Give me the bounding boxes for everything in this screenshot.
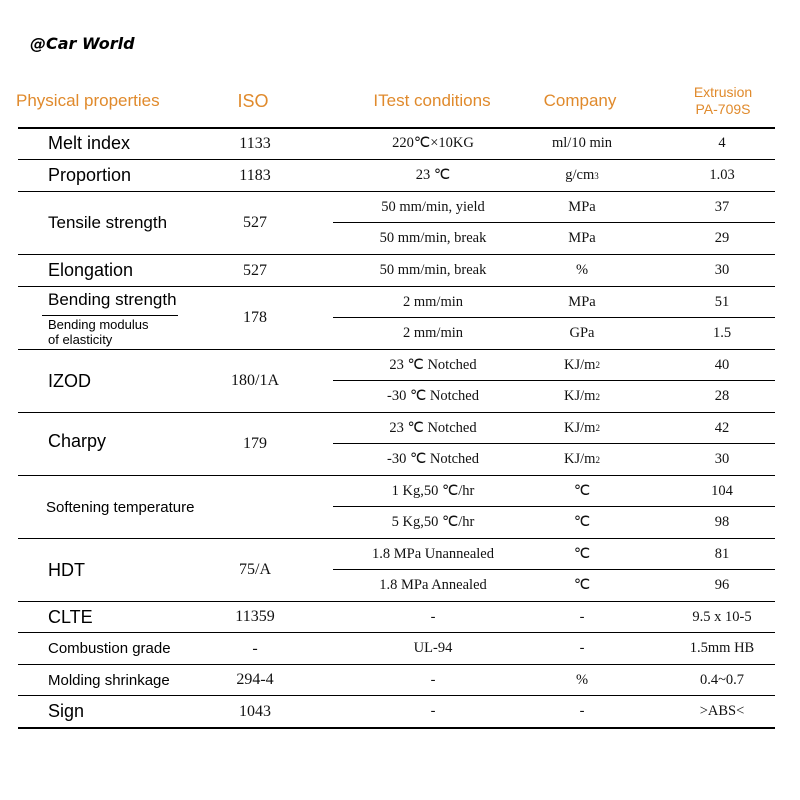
- row-elongation-value: 30: [714, 262, 730, 278]
- header-test-conditions: ITest conditions: [373, 91, 491, 110]
- row-bending-value-1: 51: [714, 293, 730, 310]
- unit-base: KJ/m: [564, 388, 596, 404]
- row-softening-value-2: 98: [714, 514, 730, 530]
- row-izod-value-1: 40: [714, 356, 730, 373]
- row-combustion-property: Combustion grade: [48, 639, 171, 657]
- row-bending-unit-1: MPa: [568, 293, 596, 310]
- row-shrinkage-iso: 294-4: [236, 671, 274, 688]
- header-iso: ISO: [237, 90, 269, 111]
- row-proportion-value: 1.03: [709, 167, 735, 183]
- row-charpy-iso: 179: [243, 435, 267, 452]
- bending-modulus-line1: Bending modulus: [48, 317, 149, 332]
- row-clte-value: 9.5 x 10-5: [692, 608, 752, 625]
- row-hdt-unit-1: ℃: [573, 545, 591, 562]
- bending-modulus-line2: of elasticity: [48, 332, 113, 347]
- row-izod-property: IZOD: [48, 370, 91, 391]
- row-tensile-unit-1: MPa: [568, 198, 596, 215]
- row-softening-value-1: 104: [711, 482, 733, 499]
- row-charpy-property: Charpy: [48, 430, 107, 451]
- row-elongation-property: Elongation: [48, 260, 134, 280]
- row-melt-index-value: 4: [718, 135, 726, 151]
- header-extrusion-line2: PA-709S: [695, 101, 751, 117]
- row-sign-property: Sign: [48, 701, 85, 721]
- row-bending-test-1: 2 mm/min: [402, 293, 464, 310]
- row-combustion-value: 1.5mm HB: [689, 640, 755, 656]
- header-extrusion: [668, 76, 778, 126]
- row-hdt-test-1: 1.8 MPa Unannealed: [371, 545, 494, 562]
- row-tensile-value-1: 37: [714, 198, 730, 215]
- row-bending-unit-2: GPa: [569, 325, 595, 341]
- row-izod-test-1: 23 ℃ Notched: [389, 356, 477, 373]
- row-clte-iso: 11359: [235, 608, 275, 625]
- row-charpy-test-1: 23 ℃ Notched: [389, 419, 477, 436]
- row-melt-index-property: Melt index: [48, 133, 131, 153]
- watermark: @Car World: [30, 34, 135, 53]
- row-sign-value: >ABS<: [699, 703, 745, 719]
- row-softening-test-2: 5 Kg,50 ℃/hr: [391, 514, 475, 530]
- row-hdt-unit-2: ℃: [573, 577, 591, 593]
- row-sign-test: -: [430, 703, 436, 719]
- unit-base: KJ/m: [564, 419, 596, 436]
- row-tensile-property: Tensile strength: [48, 213, 168, 232]
- header-company: Company: [543, 91, 617, 110]
- row-bending-value-2: 1.5: [712, 325, 732, 341]
- header-extrusion-line1: Extrusion: [693, 84, 753, 100]
- row-sign-iso: 1043: [239, 702, 271, 720]
- row-izod-unit-2: KJ/m 2: [564, 388, 600, 404]
- row-charpy-value-1: 42: [714, 419, 730, 436]
- row-shrinkage-test: -: [430, 671, 436, 688]
- row-tensile-test-1: 50 mm/min, yield: [381, 198, 485, 215]
- row-bending-strength-property: Bending strength: [48, 290, 177, 309]
- row-charpy-unit-1: KJ/m 2: [564, 419, 600, 436]
- row-melt-index-unit: ml/10 min: [551, 135, 613, 151]
- header-property: Physical properties: [16, 91, 160, 110]
- unit-base: KJ/m: [564, 356, 596, 373]
- row-bending-iso: 178: [243, 309, 267, 326]
- row-charpy-value-2: 30: [714, 451, 730, 467]
- unit-base: g/cm: [565, 167, 595, 183]
- row-hdt-iso: 75/A: [239, 561, 271, 578]
- row-hdt-value-2: 96: [714, 577, 730, 593]
- row-proportion-test: 23 ℃: [415, 167, 451, 183]
- rule: [18, 727, 775, 729]
- row-softening-property: Softening temperature: [46, 498, 195, 516]
- row-hdt-test-2: 1.8 MPa Annealed: [379, 577, 487, 593]
- row-izod-value-2: 28: [714, 388, 730, 404]
- row-melt-index-iso: 1133: [239, 134, 271, 152]
- table-header: [0, 76, 800, 126]
- row-combustion-test: UL-94: [413, 640, 453, 656]
- row-elongation-iso: 527: [243, 261, 267, 279]
- row-charpy-test-2: -30 ℃ Notched: [387, 451, 479, 467]
- row-elongation-test: 50 mm/min, break: [379, 262, 487, 278]
- row-tensile-iso: 527: [243, 214, 267, 231]
- row-proportion-property: Proportion: [48, 165, 132, 185]
- row-shrinkage-property: Molding shrinkage: [48, 671, 170, 689]
- row-proportion-iso: 1183: [239, 166, 271, 184]
- row-bending-test-2: 2 mm/min: [402, 325, 464, 341]
- row-bending-modulus-property: [48, 316, 148, 348]
- row-combustion-unit: -: [579, 640, 585, 656]
- row-clte-unit: -: [579, 608, 585, 625]
- row-izod-test-2: -30 ℃ Notched: [387, 388, 479, 404]
- row-softening-unit-2: ℃: [573, 514, 591, 530]
- row-sign-unit: -: [579, 703, 585, 719]
- row-softening-test-1: 1 Kg,50 ℃/hr: [391, 482, 475, 499]
- row-shrinkage-unit: %: [575, 671, 589, 688]
- row-tensile-unit-2: MPa: [568, 230, 596, 246]
- row-charpy-unit-2: KJ/m 2: [564, 451, 600, 467]
- row-proportion-unit: g/cm 3: [565, 167, 599, 183]
- row-shrinkage-value: 0.4~0.7: [699, 671, 745, 688]
- row-softening-unit-1: ℃: [573, 482, 591, 499]
- row-clte-test: -: [430, 608, 436, 625]
- row-melt-index-test: 220℃×10KG: [392, 135, 474, 151]
- row-izod-iso: 180/1A: [231, 372, 279, 389]
- row-elongation-unit: %: [575, 262, 589, 278]
- row-clte-property: CLTE: [48, 606, 93, 627]
- row-izod-unit-1: KJ/m 2: [564, 356, 600, 373]
- row-tensile-test-2: 50 mm/min, break: [379, 230, 487, 246]
- unit-base: KJ/m: [564, 451, 596, 467]
- row-hdt-value-1: 81: [714, 545, 730, 562]
- row-hdt-property: HDT: [48, 559, 85, 580]
- row-combustion-iso: -: [252, 639, 258, 657]
- row-tensile-value-2: 29: [714, 230, 730, 246]
